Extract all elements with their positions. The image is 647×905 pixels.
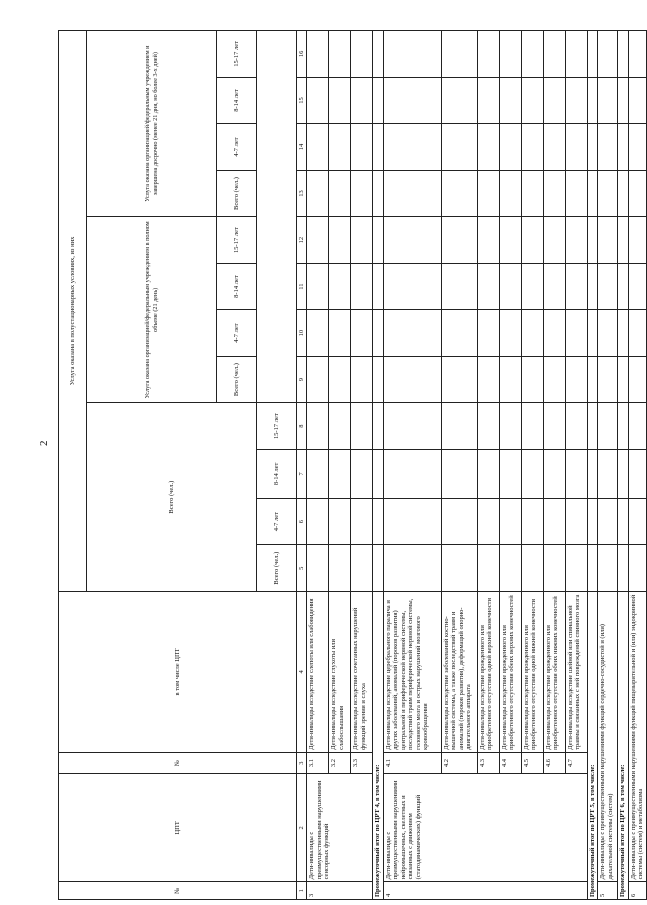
age-8-14-header: 8-14 лет bbox=[257, 449, 297, 498]
data-cell bbox=[307, 403, 329, 450]
data-cell bbox=[628, 217, 646, 264]
services-table bbox=[58, 30, 647, 900]
header-row-1 bbox=[59, 31, 87, 900]
data-cell bbox=[499, 31, 521, 78]
data-cell bbox=[521, 356, 543, 403]
data-cell bbox=[477, 217, 499, 264]
data-cell bbox=[628, 545, 646, 592]
data-cell bbox=[307, 31, 329, 78]
data-cell bbox=[499, 77, 521, 124]
subtotal-row bbox=[618, 31, 628, 900]
table-row bbox=[598, 31, 618, 900]
col-num: 3 bbox=[297, 752, 307, 773]
data-cell bbox=[521, 263, 543, 310]
data-cell bbox=[543, 403, 565, 450]
data-cell bbox=[499, 356, 521, 403]
data-cell bbox=[499, 403, 521, 450]
data-cell bbox=[587, 310, 597, 357]
data-cell bbox=[383, 31, 441, 78]
data-cell bbox=[307, 217, 329, 264]
data-cell bbox=[383, 449, 441, 498]
data-cell bbox=[499, 310, 521, 357]
data-cell bbox=[373, 170, 383, 217]
data-cell bbox=[565, 31, 587, 78]
data-cell bbox=[441, 545, 477, 592]
data-cell bbox=[628, 31, 646, 78]
data-cell bbox=[373, 545, 383, 592]
row-subno: 4.2 bbox=[441, 752, 477, 773]
data-cell bbox=[628, 170, 646, 217]
table-row bbox=[441, 31, 477, 900]
data-cell bbox=[307, 124, 329, 171]
row-cpt: Дети-инвалиды с преимущественными нарушениями сенсорных функций bbox=[307, 774, 373, 882]
data-cell bbox=[329, 170, 351, 217]
data-cell bbox=[618, 498, 628, 545]
age-4-7-header: 4-7 лет bbox=[217, 310, 257, 357]
data-cell bbox=[521, 545, 543, 592]
data-cell bbox=[499, 124, 521, 171]
row-full: Дети-инвалиды с преимущественными нарушениями функций пищеварительной и (или) эндокринной системы (систем) и метаболизма bbox=[628, 591, 646, 881]
row-subno: 3.2 bbox=[329, 752, 351, 773]
col-num: 5 bbox=[297, 545, 307, 592]
data-cell bbox=[351, 498, 373, 545]
subtotal-label: Промежуточный итог по ЦРТ 6, в том числе: bbox=[618, 591, 628, 899]
data-cell bbox=[351, 170, 373, 217]
data-cell bbox=[587, 77, 597, 124]
vsego-header: Всего (чел.) bbox=[217, 356, 257, 403]
data-cell bbox=[565, 263, 587, 310]
data-cell bbox=[383, 124, 441, 171]
data-cell bbox=[373, 356, 383, 403]
data-cell bbox=[499, 217, 521, 264]
data-cell bbox=[307, 170, 329, 217]
subtotal-label: Промежуточный итог по ЦРТ 4, в том числе: bbox=[373, 591, 383, 899]
data-cell bbox=[441, 31, 477, 78]
data-cell bbox=[543, 124, 565, 171]
data-cell bbox=[565, 217, 587, 264]
data-cell bbox=[543, 263, 565, 310]
column-numbers-row bbox=[297, 31, 307, 900]
row-sub: Дети-инвалиды вследствие заболеваний костно-мышечной системы, а также последствий травм и аномалий (пороков развития), деформаций опорно-двигательного аппарата bbox=[441, 591, 477, 752]
table-row bbox=[307, 31, 329, 900]
table-row bbox=[329, 31, 351, 900]
col-num: 6 bbox=[297, 498, 307, 545]
data-cell bbox=[628, 498, 646, 545]
fed-early-header: Услуга оказана организацией/федеральным учреждением и завершена досрочно (менее 21 дня, но более 3-х дней) bbox=[87, 31, 217, 217]
col-cpt-header: ЦПТ bbox=[59, 774, 297, 882]
data-cell bbox=[329, 498, 351, 545]
col-num: 13 bbox=[297, 170, 307, 217]
data-cell bbox=[618, 170, 628, 217]
data-cell bbox=[521, 403, 543, 450]
data-cell bbox=[477, 124, 499, 171]
data-cell bbox=[598, 217, 618, 264]
data-cell bbox=[351, 310, 373, 357]
data-cell bbox=[307, 498, 329, 545]
row-subno: 4.5 bbox=[521, 752, 543, 773]
data-cell bbox=[373, 217, 383, 264]
row-no: 5 bbox=[598, 882, 618, 900]
data-cell bbox=[543, 31, 565, 78]
data-cell bbox=[565, 545, 587, 592]
data-cell bbox=[477, 263, 499, 310]
data-cell bbox=[477, 545, 499, 592]
row-subno: 4.4 bbox=[499, 752, 521, 773]
data-cell bbox=[628, 356, 646, 403]
data-cell bbox=[329, 403, 351, 450]
data-cell bbox=[477, 310, 499, 357]
row-no: 3 bbox=[307, 882, 373, 900]
data-cell bbox=[565, 310, 587, 357]
data-cell bbox=[329, 217, 351, 264]
data-cell bbox=[383, 498, 441, 545]
data-cell bbox=[373, 124, 383, 171]
data-cell bbox=[618, 545, 628, 592]
data-cell bbox=[383, 170, 441, 217]
subtotal-row bbox=[373, 31, 383, 900]
row-sub: Дети-инвалиды вследствие шейной или спинальной травмы и связанных с ней повреждений спинного мозга bbox=[565, 591, 587, 752]
data-cell bbox=[329, 31, 351, 78]
header-spacer bbox=[257, 31, 297, 403]
data-cell bbox=[441, 356, 477, 403]
data-cell bbox=[383, 77, 441, 124]
data-cell bbox=[628, 310, 646, 357]
data-cell bbox=[373, 31, 383, 78]
data-cell bbox=[565, 403, 587, 450]
data-cell bbox=[598, 498, 618, 545]
data-cell bbox=[351, 124, 373, 171]
data-cell bbox=[598, 356, 618, 403]
age-4-7-header: 4-7 лет bbox=[257, 498, 297, 545]
data-cell bbox=[565, 356, 587, 403]
data-cell bbox=[307, 356, 329, 403]
row-sub: Дети-инвалиды вследствие глухоты или слабослышания bbox=[329, 591, 351, 752]
data-cell bbox=[373, 310, 383, 357]
data-cell bbox=[441, 310, 477, 357]
data-cell bbox=[598, 77, 618, 124]
row-sub: Дети-инвалиды вследствие сочетанных нарушений функций зрения и слуха bbox=[351, 591, 373, 752]
data-cell bbox=[477, 498, 499, 545]
data-cell bbox=[565, 124, 587, 171]
age-15-17-header: 15-17 лет bbox=[257, 403, 297, 450]
data-cell bbox=[499, 498, 521, 545]
data-cell bbox=[628, 263, 646, 310]
data-cell bbox=[351, 31, 373, 78]
col-num: 12 bbox=[297, 217, 307, 264]
rotated-table-container bbox=[58, 30, 645, 900]
data-cell bbox=[521, 77, 543, 124]
age-15-17-header: 15-17 лет bbox=[217, 217, 257, 264]
data-cell bbox=[598, 170, 618, 217]
data-cell bbox=[499, 263, 521, 310]
row-sub: Дети-инвалиды вследствие врожденного или приобретенного отсутствия обеих верхних конечностей bbox=[499, 591, 521, 752]
data-cell bbox=[628, 449, 646, 498]
data-cell bbox=[441, 217, 477, 264]
row-sub: Дети-инвалиды вследствие врожденного или приобретенного отсутствия обеих нижних конечностей bbox=[543, 591, 565, 752]
data-cell bbox=[587, 170, 597, 217]
data-cell bbox=[618, 217, 628, 264]
data-cell bbox=[441, 170, 477, 217]
data-cell bbox=[565, 449, 587, 498]
data-cell bbox=[543, 170, 565, 217]
data-cell bbox=[441, 498, 477, 545]
row-subno: 4.7 bbox=[565, 752, 587, 773]
data-cell bbox=[587, 263, 597, 310]
data-cell bbox=[477, 31, 499, 78]
data-cell bbox=[565, 77, 587, 124]
data-cell bbox=[373, 77, 383, 124]
data-cell bbox=[587, 124, 597, 171]
data-cell bbox=[521, 31, 543, 78]
col-sub-header: в том числе ЦПТ bbox=[59, 591, 297, 752]
data-cell bbox=[307, 263, 329, 310]
vsego-header: Всего (чел.) bbox=[257, 545, 297, 592]
data-cell bbox=[543, 356, 565, 403]
col-num: 2 bbox=[297, 774, 307, 882]
table-row bbox=[499, 31, 521, 900]
data-cell bbox=[543, 498, 565, 545]
data-cell bbox=[521, 449, 543, 498]
data-cell bbox=[618, 77, 628, 124]
data-cell bbox=[383, 403, 441, 450]
data-cell bbox=[587, 498, 597, 545]
data-cell bbox=[441, 263, 477, 310]
age-8-14-header: 8-14 лет bbox=[217, 263, 257, 310]
data-cell bbox=[499, 449, 521, 498]
data-cell bbox=[351, 77, 373, 124]
age-15-17-header: 15-17 лет bbox=[217, 31, 257, 78]
data-cell bbox=[628, 403, 646, 450]
data-cell bbox=[628, 77, 646, 124]
col-no-header: № bbox=[59, 882, 297, 900]
data-cell bbox=[543, 310, 565, 357]
data-cell bbox=[598, 263, 618, 310]
data-cell bbox=[598, 310, 618, 357]
data-cell bbox=[373, 263, 383, 310]
data-cell bbox=[383, 217, 441, 264]
data-cell bbox=[329, 356, 351, 403]
data-cell bbox=[351, 263, 373, 310]
data-cell bbox=[521, 170, 543, 217]
row-no: 4 bbox=[383, 882, 587, 900]
data-cell bbox=[618, 124, 628, 171]
age-8-14-header: 8-14 лет bbox=[217, 77, 257, 124]
table-row bbox=[543, 31, 565, 900]
data-cell bbox=[587, 545, 597, 592]
col-num: 9 bbox=[297, 356, 307, 403]
data-cell bbox=[307, 310, 329, 357]
row-subno: 4.1 bbox=[383, 752, 441, 773]
data-cell bbox=[521, 124, 543, 171]
data-cell bbox=[543, 545, 565, 592]
data-cell bbox=[329, 124, 351, 171]
data-cell bbox=[598, 449, 618, 498]
data-cell bbox=[587, 217, 597, 264]
row-subno: 3.1 bbox=[307, 752, 329, 773]
data-cell bbox=[441, 77, 477, 124]
data-cell bbox=[587, 449, 597, 498]
data-cell bbox=[628, 124, 646, 171]
data-cell bbox=[307, 545, 329, 592]
data-cell bbox=[565, 170, 587, 217]
data-cell bbox=[477, 449, 499, 498]
data-cell bbox=[598, 124, 618, 171]
row-subno: 3.3 bbox=[351, 752, 373, 773]
col-num: 16 bbox=[297, 31, 307, 78]
data-cell bbox=[587, 356, 597, 403]
data-cell bbox=[477, 356, 499, 403]
table-row bbox=[565, 31, 587, 900]
data-cell bbox=[383, 545, 441, 592]
subtotal-row bbox=[587, 31, 597, 900]
row-sub: Дети-инвалиды вследствие врожденного или приобретенного отсутствия одной нижней конечности bbox=[521, 591, 543, 752]
page-number: 2 bbox=[38, 440, 50, 446]
row-no: 6 bbox=[628, 882, 646, 900]
data-cell bbox=[521, 310, 543, 357]
age-4-7-header: 4-7 лет bbox=[217, 124, 257, 171]
subtotal-label: Промежуточный итог по ЦРТ 5, в том числе: bbox=[587, 591, 597, 899]
data-cell bbox=[373, 498, 383, 545]
table-row bbox=[521, 31, 543, 900]
col-num: 7 bbox=[297, 449, 307, 498]
data-cell bbox=[351, 217, 373, 264]
data-cell bbox=[618, 403, 628, 450]
data-cell bbox=[618, 356, 628, 403]
row-subno: 4.3 bbox=[477, 752, 499, 773]
data-cell bbox=[441, 124, 477, 171]
col-num: 1 bbox=[297, 882, 307, 900]
data-cell bbox=[329, 310, 351, 357]
data-cell bbox=[618, 31, 628, 78]
data-cell bbox=[383, 310, 441, 357]
col-num: 15 bbox=[297, 77, 307, 124]
data-cell bbox=[499, 170, 521, 217]
vsego-header: Всего (чел.) bbox=[217, 170, 257, 217]
row-subno: 4.6 bbox=[543, 752, 565, 773]
data-cell bbox=[587, 31, 597, 78]
col-subno-header: № bbox=[59, 752, 297, 773]
data-cell bbox=[383, 356, 441, 403]
data-cell bbox=[329, 263, 351, 310]
row-full: Дети-инвалиды с преимущественными нарушениями функций сердечно-сосудистой и (или) дыхательной системы (систем) bbox=[598, 591, 618, 881]
col-num: 10 bbox=[297, 310, 307, 357]
semi-group-header: Услуга оказана в полустационарных условиях, из них bbox=[59, 31, 87, 592]
data-cell bbox=[598, 403, 618, 450]
data-cell bbox=[565, 498, 587, 545]
data-cell bbox=[373, 449, 383, 498]
col-num: 8 bbox=[297, 403, 307, 450]
data-cell bbox=[587, 403, 597, 450]
fed-full-header: Услуга оказана организацией/федеральным учреждением в полном объеме (21 день) bbox=[87, 217, 217, 403]
data-cell bbox=[441, 403, 477, 450]
col-num: 4 bbox=[297, 591, 307, 752]
data-cell bbox=[477, 77, 499, 124]
data-cell bbox=[351, 403, 373, 450]
data-cell bbox=[598, 545, 618, 592]
data-cell bbox=[373, 403, 383, 450]
table-row bbox=[383, 31, 441, 900]
data-cell bbox=[351, 545, 373, 592]
col-num: 14 bbox=[297, 124, 307, 171]
data-cell bbox=[543, 217, 565, 264]
table-row bbox=[351, 31, 373, 900]
data-cell bbox=[618, 263, 628, 310]
data-cell bbox=[543, 77, 565, 124]
data-cell bbox=[618, 449, 628, 498]
data-cell bbox=[351, 356, 373, 403]
row-sub: Дети-инвалиды вследствие церебрального паралича и других заболеваний, аномалий (пороков развития) центральной и периферической нервной системы, последствий травм периферической нервной системы, головного мозга и острых нарушений мозгового кровообращения bbox=[383, 591, 441, 752]
data-cell bbox=[477, 403, 499, 450]
data-cell bbox=[543, 449, 565, 498]
data-cell bbox=[329, 77, 351, 124]
data-cell bbox=[383, 263, 441, 310]
data-cell bbox=[499, 545, 521, 592]
data-cell bbox=[521, 217, 543, 264]
data-cell bbox=[329, 545, 351, 592]
data-cell bbox=[618, 310, 628, 357]
data-cell bbox=[598, 31, 618, 78]
data-cell bbox=[307, 449, 329, 498]
data-cell bbox=[329, 449, 351, 498]
data-cell bbox=[307, 77, 329, 124]
data-cell bbox=[441, 449, 477, 498]
row-cpt: Дети-инвалиды с преимущественными нарушениями нейромышечных, скелетных и связанных с движением (статодинамических) функций bbox=[383, 774, 587, 882]
table-row bbox=[477, 31, 499, 900]
row-sub: Дети-инвалиды вследствие слепоты или слабовидения bbox=[307, 591, 329, 752]
data-cell bbox=[477, 170, 499, 217]
row-sub: Дети-инвалиды вследствие врожденного или приобретенного отсутствия одной верхней конечности bbox=[477, 591, 499, 752]
col-num: 11 bbox=[297, 263, 307, 310]
total-header: Всего (чел.) bbox=[87, 403, 257, 592]
data-cell bbox=[351, 449, 373, 498]
data-cell bbox=[521, 498, 543, 545]
table-row bbox=[628, 31, 646, 900]
